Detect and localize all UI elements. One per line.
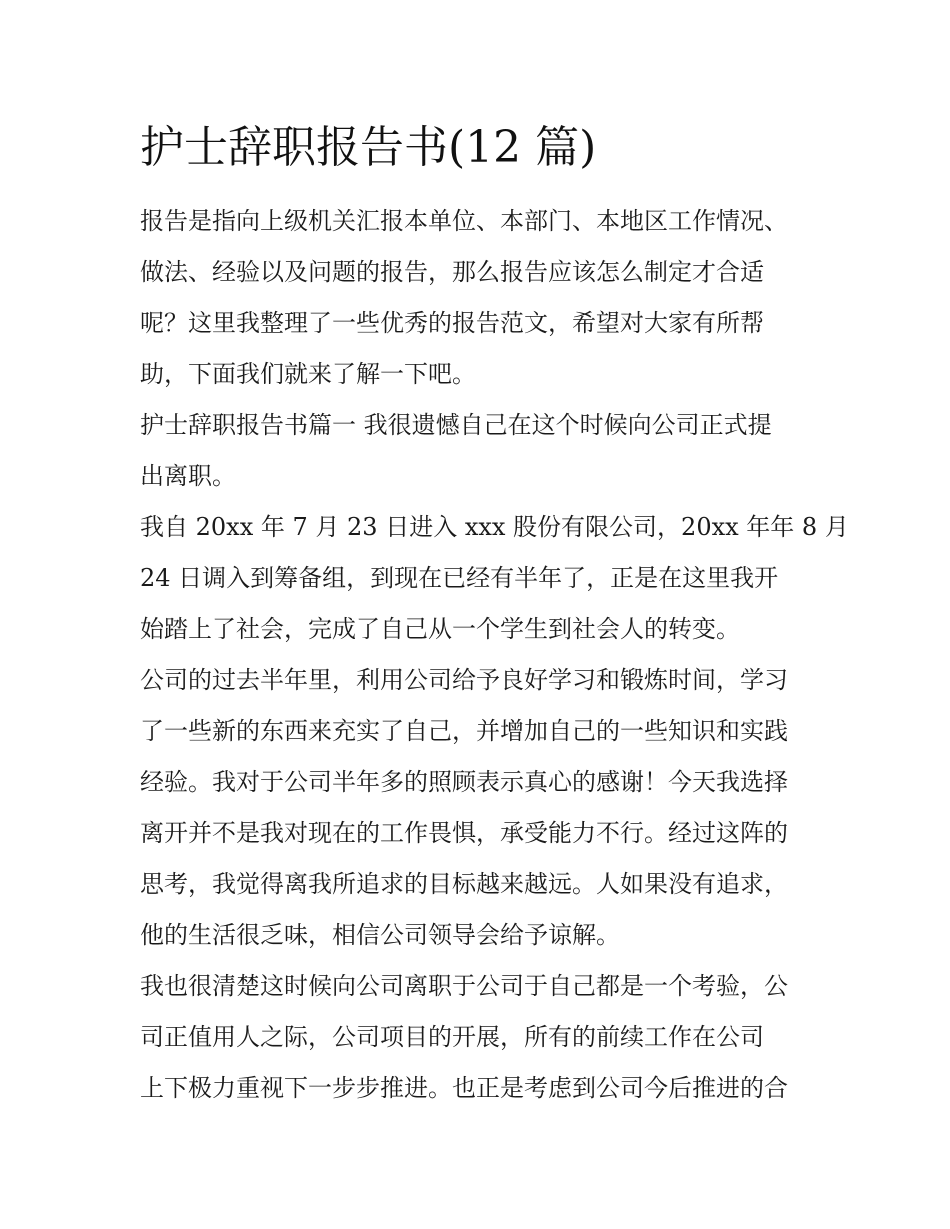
body-line: 我也很清楚这时候向公司离职于公司于自己都是一个考验，公 — [140, 972, 788, 1000]
body-line: 他的生活很乏味，相信公司领导会给予谅解。 — [140, 921, 620, 949]
body-line: 离开并不是我对现在的工作畏惧，承受能力不行。经过这阵的 — [140, 819, 788, 847]
body-line: 始踏上了社会，完成了自己从一个学生到社会人的转变。 — [140, 615, 740, 643]
body-line: 司正值用人之际，公司项目的开展，所有的前续工作在公司 — [140, 1023, 764, 1051]
body-line: 了一些新的东西来充实了自己，并增加自己的一些知识和实践 — [140, 717, 788, 745]
body-line: 做法、经验以及问题的报告，那么报告应该怎么制定才合适 — [140, 258, 764, 286]
body-line: 呢？这里我整理了一些优秀的报告范文，希望对大家有所帮 — [140, 309, 764, 337]
body-line: 24 日调入到筹备组，到现在已经有半年了，正是在这里我开 — [140, 564, 779, 592]
body-line: 出离职。 — [140, 462, 236, 490]
body-line: 助，下面我们就来了解一下吧。 — [140, 360, 476, 388]
body-line: 思考，我觉得离我所追求的目标越来越远。人如果没有追求， — [140, 870, 788, 898]
body-line: 报告是指向上级机关汇报本单位、本部门、本地区工作情况、 — [140, 207, 788, 235]
document-body — [140, 196, 849, 1114]
body-line: 护士辞职报告书篇一 我很遗憾自己在这个时候向公司正式提 — [140, 411, 772, 439]
document-title: 护士辞职报告书(12 篇) — [140, 122, 597, 173]
body-line: 经验。我对于公司半年多的照顾表示真心的感谢！今天我选择 — [140, 768, 788, 796]
body-line: 公司的过去半年里，利用公司给予良好学习和锻炼时间，学习 — [140, 666, 788, 694]
body-line: 上下极力重视下一步步推进。也正是考虑到公司今后推进的合 — [140, 1074, 788, 1102]
body-line: 我自 20xx 年 7 月 23 日进入 xxx 股份有限公司，20xx 年年 8 月 — [140, 513, 849, 541]
